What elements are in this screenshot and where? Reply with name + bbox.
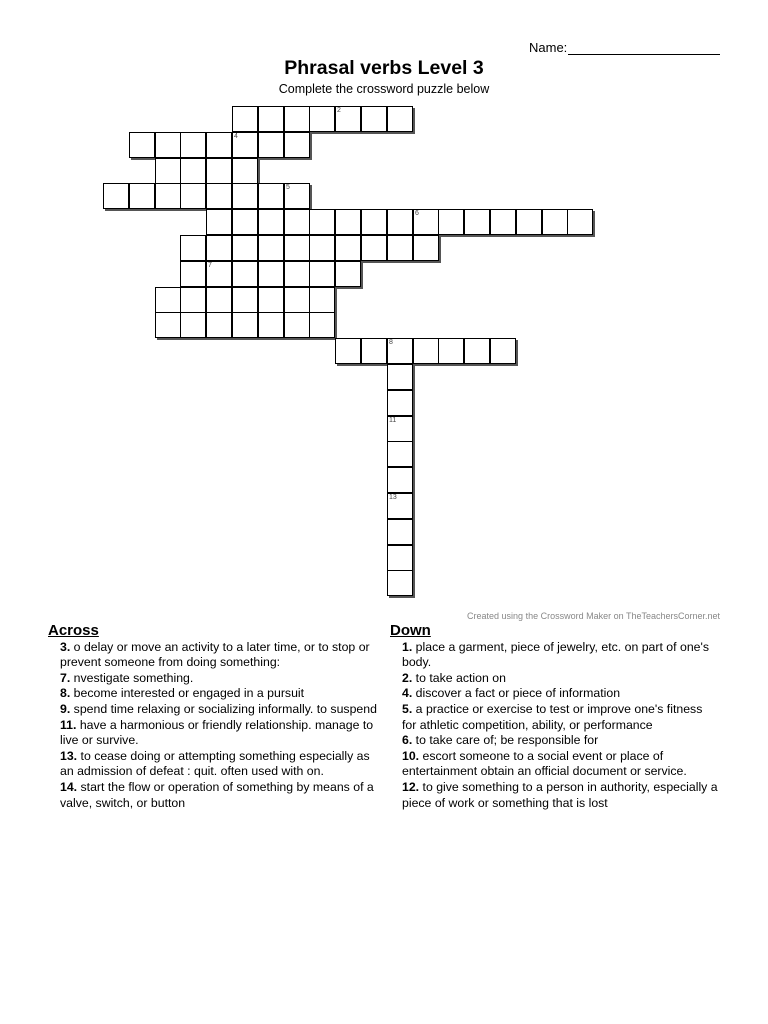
- grid-cell[interactable]: [387, 235, 413, 261]
- grid-cell[interactable]: [206, 261, 232, 287]
- grid-cell[interactable]: [438, 338, 464, 364]
- name-label: Name:: [529, 40, 568, 55]
- grid-cell[interactable]: [413, 338, 439, 364]
- grid-cell[interactable]: [129, 132, 155, 158]
- grid-cell[interactable]: [103, 183, 129, 209]
- clue-number-label: 13: [389, 494, 397, 501]
- down-clue-list: [390, 640, 720, 812]
- clue-number: 2.: [402, 670, 413, 685]
- across-clue: [60, 671, 384, 687]
- grid-cell[interactable]: [387, 390, 413, 416]
- down-clue: [402, 780, 720, 811]
- clue-number: 3.: [60, 639, 71, 654]
- grid-cell[interactable]: [232, 235, 258, 261]
- down-heading: Down: [390, 622, 431, 639]
- grid-cell[interactable]: [284, 183, 310, 209]
- grid-cell[interactable]: [129, 183, 155, 209]
- clue-text: discover a fact or piece of information: [412, 686, 621, 701]
- grid-cell[interactable]: [232, 132, 258, 158]
- grid-cell[interactable]: [232, 261, 258, 287]
- grid-cell[interactable]: [413, 209, 439, 235]
- grid-cell[interactable]: [180, 158, 206, 184]
- grid-cell[interactable]: [309, 209, 335, 235]
- grid-cell[interactable]: [387, 441, 413, 467]
- clue-text: o delay or move an activity to a later time, or to stop or prevent someone from doing something:: [60, 639, 370, 670]
- clue-number-label: 2: [337, 107, 341, 114]
- clue-number: 1.: [402, 639, 413, 654]
- grid-cell[interactable]: [206, 287, 232, 313]
- grid-cell[interactable]: [155, 287, 181, 313]
- clue-number: 13.: [60, 748, 78, 763]
- credit-text: Created using the Crossword Maker on TheTeachersCorner.net: [467, 611, 720, 621]
- grid-cell[interactable]: [284, 132, 310, 158]
- clue-number: 14.: [60, 779, 78, 794]
- grid-cell[interactable]: [258, 106, 284, 132]
- grid-cell[interactable]: [258, 183, 284, 209]
- clue-text: spend time relaxing or socializing informally. to suspend: [70, 701, 377, 716]
- down-clue: [402, 686, 720, 702]
- grid-cell[interactable]: [258, 132, 284, 158]
- grid-cell[interactable]: [387, 519, 413, 545]
- grid-cell[interactable]: [206, 312, 232, 338]
- grid-cell[interactable]: [284, 209, 310, 235]
- grid-cell[interactable]: [309, 287, 335, 313]
- grid-cell[interactable]: [438, 209, 464, 235]
- grid-cell[interactable]: [258, 235, 284, 261]
- grid-cell[interactable]: [490, 338, 516, 364]
- grid-cell[interactable]: [413, 235, 439, 261]
- clue-number-label: 6: [415, 210, 419, 217]
- grid-cell[interactable]: [180, 261, 206, 287]
- grid-cell[interactable]: [490, 209, 516, 235]
- grid-cell[interactable]: [232, 209, 258, 235]
- grid-cell[interactable]: [284, 312, 310, 338]
- clue-number: 12.: [402, 779, 420, 794]
- clue-number: 9.: [60, 701, 71, 716]
- grid-cell[interactable]: [258, 261, 284, 287]
- clue-number: 11.: [60, 717, 77, 732]
- grid-cell[interactable]: [387, 545, 413, 571]
- grid-cell[interactable]: [206, 235, 232, 261]
- clue-number-label: 4: [234, 133, 238, 140]
- clue-text: start the flow or operation of something by means of a valve, switch, or button: [60, 779, 374, 810]
- grid-cell[interactable]: [387, 467, 413, 493]
- grid-cell[interactable]: [464, 209, 490, 235]
- grid-cell[interactable]: [335, 235, 361, 261]
- grid-cell[interactable]: [180, 183, 206, 209]
- clue-number: 5.: [402, 701, 413, 716]
- grid-cell[interactable]: [155, 158, 181, 184]
- clue-text: escort someone to a social event or place of entertainment obtain an official document or service.: [402, 748, 687, 779]
- grid-cell[interactable]: [232, 183, 258, 209]
- grid-cell[interactable]: [361, 106, 387, 132]
- across-heading: Across: [48, 622, 99, 639]
- grid-cell[interactable]: [361, 338, 387, 364]
- grid-cell[interactable]: [387, 338, 413, 364]
- grid-cell[interactable]: [258, 209, 284, 235]
- clue-number-label: 8: [389, 339, 393, 346]
- grid-cell[interactable]: [309, 106, 335, 132]
- grid-cell[interactable]: [464, 338, 490, 364]
- clue-text: a practice or exercise to test or improve one's fitness for athletic competition, ability, or performance: [402, 701, 703, 732]
- grid-cell[interactable]: [258, 312, 284, 338]
- grid-cell[interactable]: [335, 338, 361, 364]
- grid-cell[interactable]: [335, 261, 361, 287]
- grid-cell[interactable]: [180, 235, 206, 261]
- clue-text: have a harmonious or friendly relationship. manage to live or survive.: [60, 717, 374, 748]
- down-clue: [402, 702, 720, 733]
- clue-text: to give something to a person in authority, especially a piece of work or something that is lost: [402, 779, 718, 810]
- page-title: Phrasal verbs Level 3: [284, 57, 484, 79]
- grid-cell[interactable]: [516, 209, 542, 235]
- grid-cell[interactable]: [335, 209, 361, 235]
- clue-number-label: 11: [389, 417, 397, 424]
- grid-cell[interactable]: [387, 570, 413, 596]
- grid-cell[interactable]: [309, 261, 335, 287]
- across-clue-list: [48, 640, 384, 812]
- down-clue: [402, 671, 720, 687]
- grid-cell[interactable]: [180, 287, 206, 313]
- down-clue: [402, 640, 720, 671]
- down-clue: [402, 733, 720, 749]
- grid-cell[interactable]: [387, 416, 413, 442]
- grid-cell[interactable]: [542, 209, 568, 235]
- grid-cell[interactable]: [309, 235, 335, 261]
- clue-number-label: 5: [286, 184, 290, 191]
- clue-number: 4.: [402, 686, 413, 701]
- down-clues: [390, 623, 720, 811]
- grid-cell[interactable]: [206, 209, 232, 235]
- grid-cell[interactable]: [232, 312, 258, 338]
- grid-cell[interactable]: [567, 209, 593, 235]
- across-clue: [60, 780, 384, 811]
- grid-cell[interactable]: [155, 183, 181, 209]
- clue-text: to take care of; be responsible for: [412, 733, 599, 748]
- grid-cell[interactable]: [387, 106, 413, 132]
- grid-cell[interactable]: [387, 493, 413, 519]
- grid-cell[interactable]: [206, 183, 232, 209]
- grid-cell[interactable]: [232, 158, 258, 184]
- clue-text: to cease doing or attempting something especially as an admission of defeat : quit. often used with on.: [60, 748, 370, 779]
- clue-text: become interested or engaged in a pursuit: [70, 686, 305, 701]
- across-clue: [60, 702, 384, 718]
- grid-cell[interactable]: [361, 235, 387, 261]
- grid-cell[interactable]: [309, 312, 335, 338]
- grid-cell[interactable]: [155, 312, 181, 338]
- grid-cell[interactable]: [232, 287, 258, 313]
- grid-cell[interactable]: [232, 106, 258, 132]
- grid-cell[interactable]: [361, 209, 387, 235]
- grid-cell[interactable]: [387, 364, 413, 390]
- grid-cell[interactable]: [284, 261, 310, 287]
- grid-cell[interactable]: [387, 209, 413, 235]
- clue-text: nvestigate something.: [70, 670, 194, 685]
- clue-number: 6.: [402, 733, 413, 748]
- grid-cell[interactable]: [180, 312, 206, 338]
- grid-cell[interactable]: [284, 106, 310, 132]
- across-clues: [48, 623, 384, 811]
- clue-text: to take action on: [412, 670, 506, 685]
- across-clue: [60, 686, 384, 702]
- grid-cell[interactable]: [284, 287, 310, 313]
- across-clue: [60, 718, 384, 749]
- down-clue: [402, 749, 720, 780]
- clue-text: place a garment, piece of jewelry, etc. on part of one's body.: [402, 639, 709, 670]
- across-clue: [60, 749, 384, 780]
- grid-cell[interactable]: [284, 235, 310, 261]
- grid-cell[interactable]: [155, 132, 181, 158]
- across-clue: [60, 640, 384, 671]
- grid-cell[interactable]: [335, 106, 361, 132]
- clue-number: 8.: [60, 686, 71, 701]
- grid-cell[interactable]: [206, 158, 232, 184]
- grid-cell[interactable]: [258, 287, 284, 313]
- grid-cell[interactable]: [206, 132, 232, 158]
- clue-number-label: 7: [208, 262, 212, 269]
- clue-number: 10.: [402, 748, 420, 763]
- grid-cell[interactable]: [180, 132, 206, 158]
- clue-number: 7.: [60, 670, 71, 685]
- page-subtitle: Complete the crossword puzzle below: [278, 82, 490, 96]
